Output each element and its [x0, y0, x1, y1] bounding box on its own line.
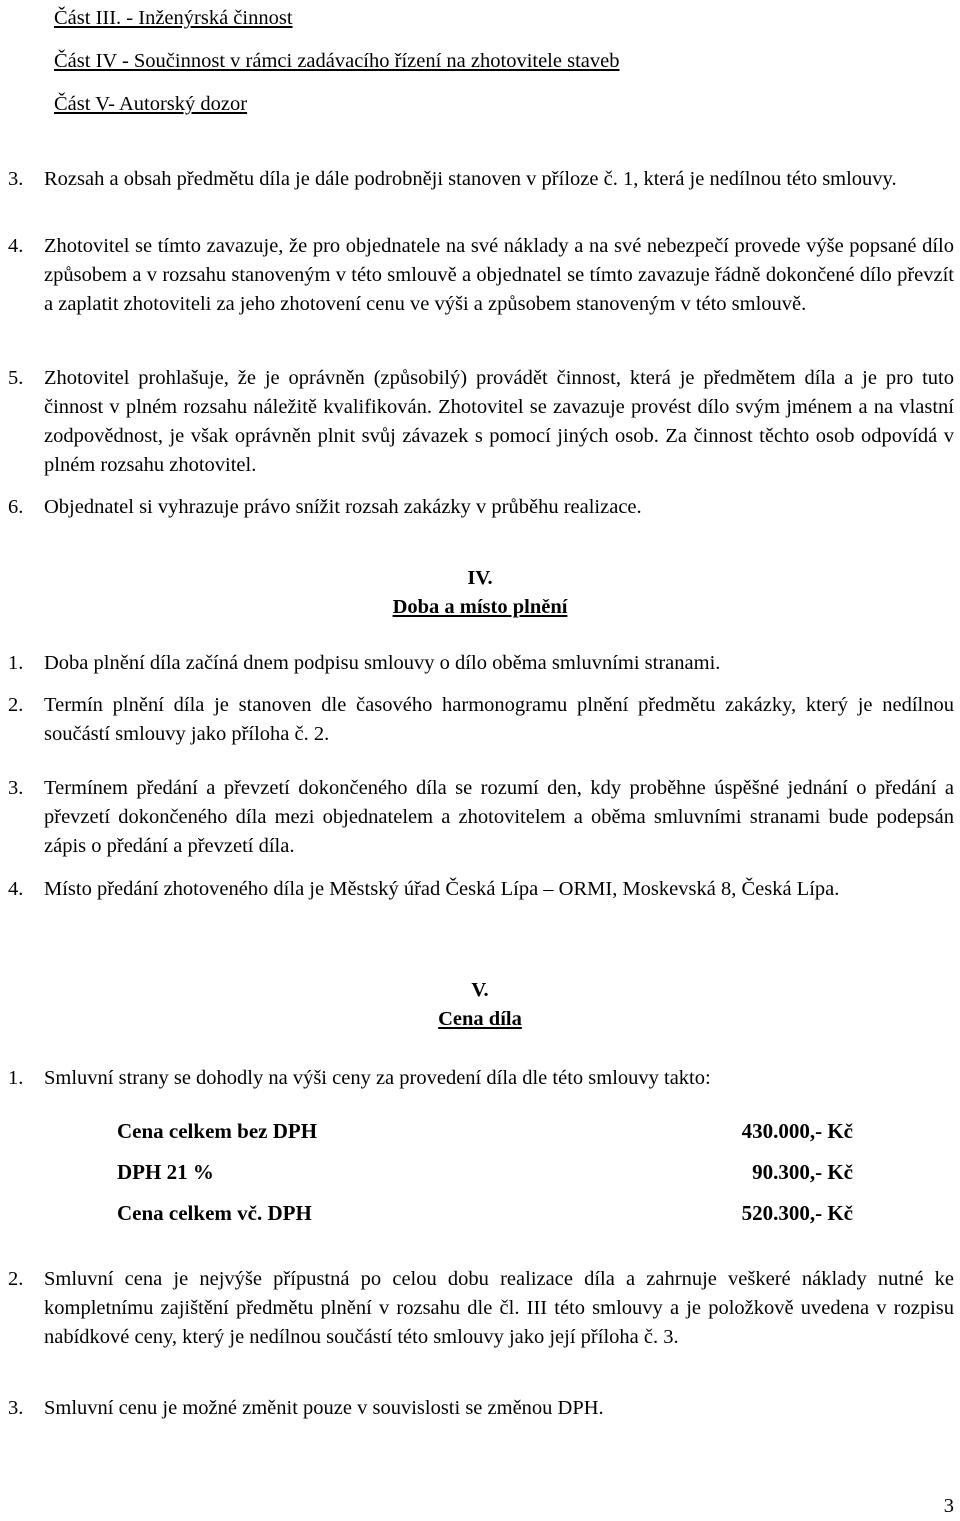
clause-text: Rozsah a obsah předmětu díla je dále podrobněji stanoven v příloze č. 1, která je nedílnou této smlouvy.	[44, 168, 897, 190]
clause-item	[8, 364, 954, 480]
clause-number: 5.	[8, 367, 24, 389]
clause-text: Místo předání zhotoveného díla je Městský úřad Česká Lípa – ORMI, Moskevská 8, Česká Lípa.	[44, 878, 840, 900]
part-iv-line: Část IV - Součinnost v rámci zadávacího řízení na zhotovitele staveb	[54, 50, 620, 72]
clause-item	[8, 1394, 954, 1423]
clause-text: Zhotovitel se tímto zavazuje, že pro objednatele na své náklady a na své nebezpečí provede výše popsané dílo způsobem a v rozsahu stanoveným v této smlouvě a objednatel se tímto zavazuje řádně dokončené dílo převzít a zaplatit zhotoviteli za jeho zhotovení cenu ve výši a způsobem stanoveným v této smlouvě.	[44, 235, 954, 315]
part-v-line: Část V- Autorský dozor	[54, 93, 248, 115]
clause-item	[8, 165, 954, 194]
section-v-number: V.	[471, 979, 489, 1001]
clause-number: 6.	[8, 496, 24, 518]
clause-number: 1.	[8, 652, 24, 674]
clause-item	[8, 649, 954, 678]
clause-text: Zhotovitel prohlašuje, že je oprávněn (způsobilý) provádět činnost, která je předmětem díla a je pro tuto činnost v plném rozsahu náležitě kvalifikován. Zhotovitel se zavazuje provést dílo svým jménem a na vlastní zodpovědnost, je však oprávněn plnit svůj závazek s pomocí jiných osob. Za činnost těchto osob odpovídá v plném rozsahu zhotovitel.	[44, 367, 954, 476]
clause-item	[8, 875, 954, 904]
clause-item	[8, 1064, 954, 1093]
clause-text: Doba plnění díla začíná dnem podpisu smlouvy o dílo oběma smluvními stranami.	[44, 652, 721, 674]
price-label: DPH 21 %	[117, 1160, 214, 1184]
clause-number: 1.	[8, 1067, 24, 1089]
clause-item	[8, 232, 954, 319]
clause-text: Smluvní strany se dohodly na výši ceny za provedení díla dle této smlouvy takto:	[44, 1067, 711, 1089]
clause-number: 3.	[8, 777, 24, 799]
clause-item	[8, 1265, 954, 1352]
clause-text: Termín plnění díla je stanoven dle časového harmonogramu plnění předmětu zakázky, který je nedílnou součástí smlouvy jako příloha č. 2.	[44, 694, 954, 745]
price-label: Cena celkem vč. DPH	[117, 1201, 312, 1225]
section-iv-title: Doba a místo plnění	[392, 596, 568, 618]
clause-text: Objednatel si vyhrazuje právo snížit rozsah zakázky v průběhu realizace.	[44, 496, 642, 518]
clause-item	[8, 691, 954, 749]
price-label: Cena celkem bez DPH	[117, 1119, 318, 1143]
clause-text: Smluvní cenu je možné změnit pouze v souvislosti se změnou DPH.	[44, 1397, 604, 1419]
price-value: 90.300,- Kč	[752, 1160, 853, 1184]
clause-item	[8, 493, 954, 522]
price-value: 430.000,- Kč	[741, 1119, 853, 1143]
clause-text: Smluvní cena je nejvýše přípustná po celou dobu realizace díla a zahrnuje veškeré náklady nutné ke kompletnímu zajištění předmětu plnění v rozsahu dle čl. III této smlouvy a je položkově uvedena v rozpisu nabídkové ceny, který je nedílnou součástí této smlouvy jako její příloha č. 3.	[44, 1268, 954, 1348]
section-iv-number: IV.	[467, 567, 493, 589]
clause-number: 4.	[8, 235, 24, 257]
clause-text: Termínem předání a převzetí dokončeného díla se rozumí den, kdy proběhne úspěšné jednání o předání a převzetí dokončeného díla mezi objednatelem a zhotovitelem a oběma smluvními stranami bude podepsán zápis o předání a převzetí díla.	[44, 777, 954, 857]
section-v-title: Cena díla	[438, 1008, 522, 1030]
clause-number: 2.	[8, 1268, 24, 1290]
clause-number: 3.	[8, 1397, 24, 1419]
clause-number: 3.	[8, 168, 24, 190]
part-iii-line: Část III. - Inženýrská činnost	[54, 7, 293, 29]
clause-number: 4.	[8, 878, 24, 900]
page-number: 3	[943, 1495, 954, 1517]
clause-item	[8, 774, 954, 861]
clause-number: 2.	[8, 694, 24, 716]
price-value: 520.300,- Kč	[741, 1201, 853, 1225]
